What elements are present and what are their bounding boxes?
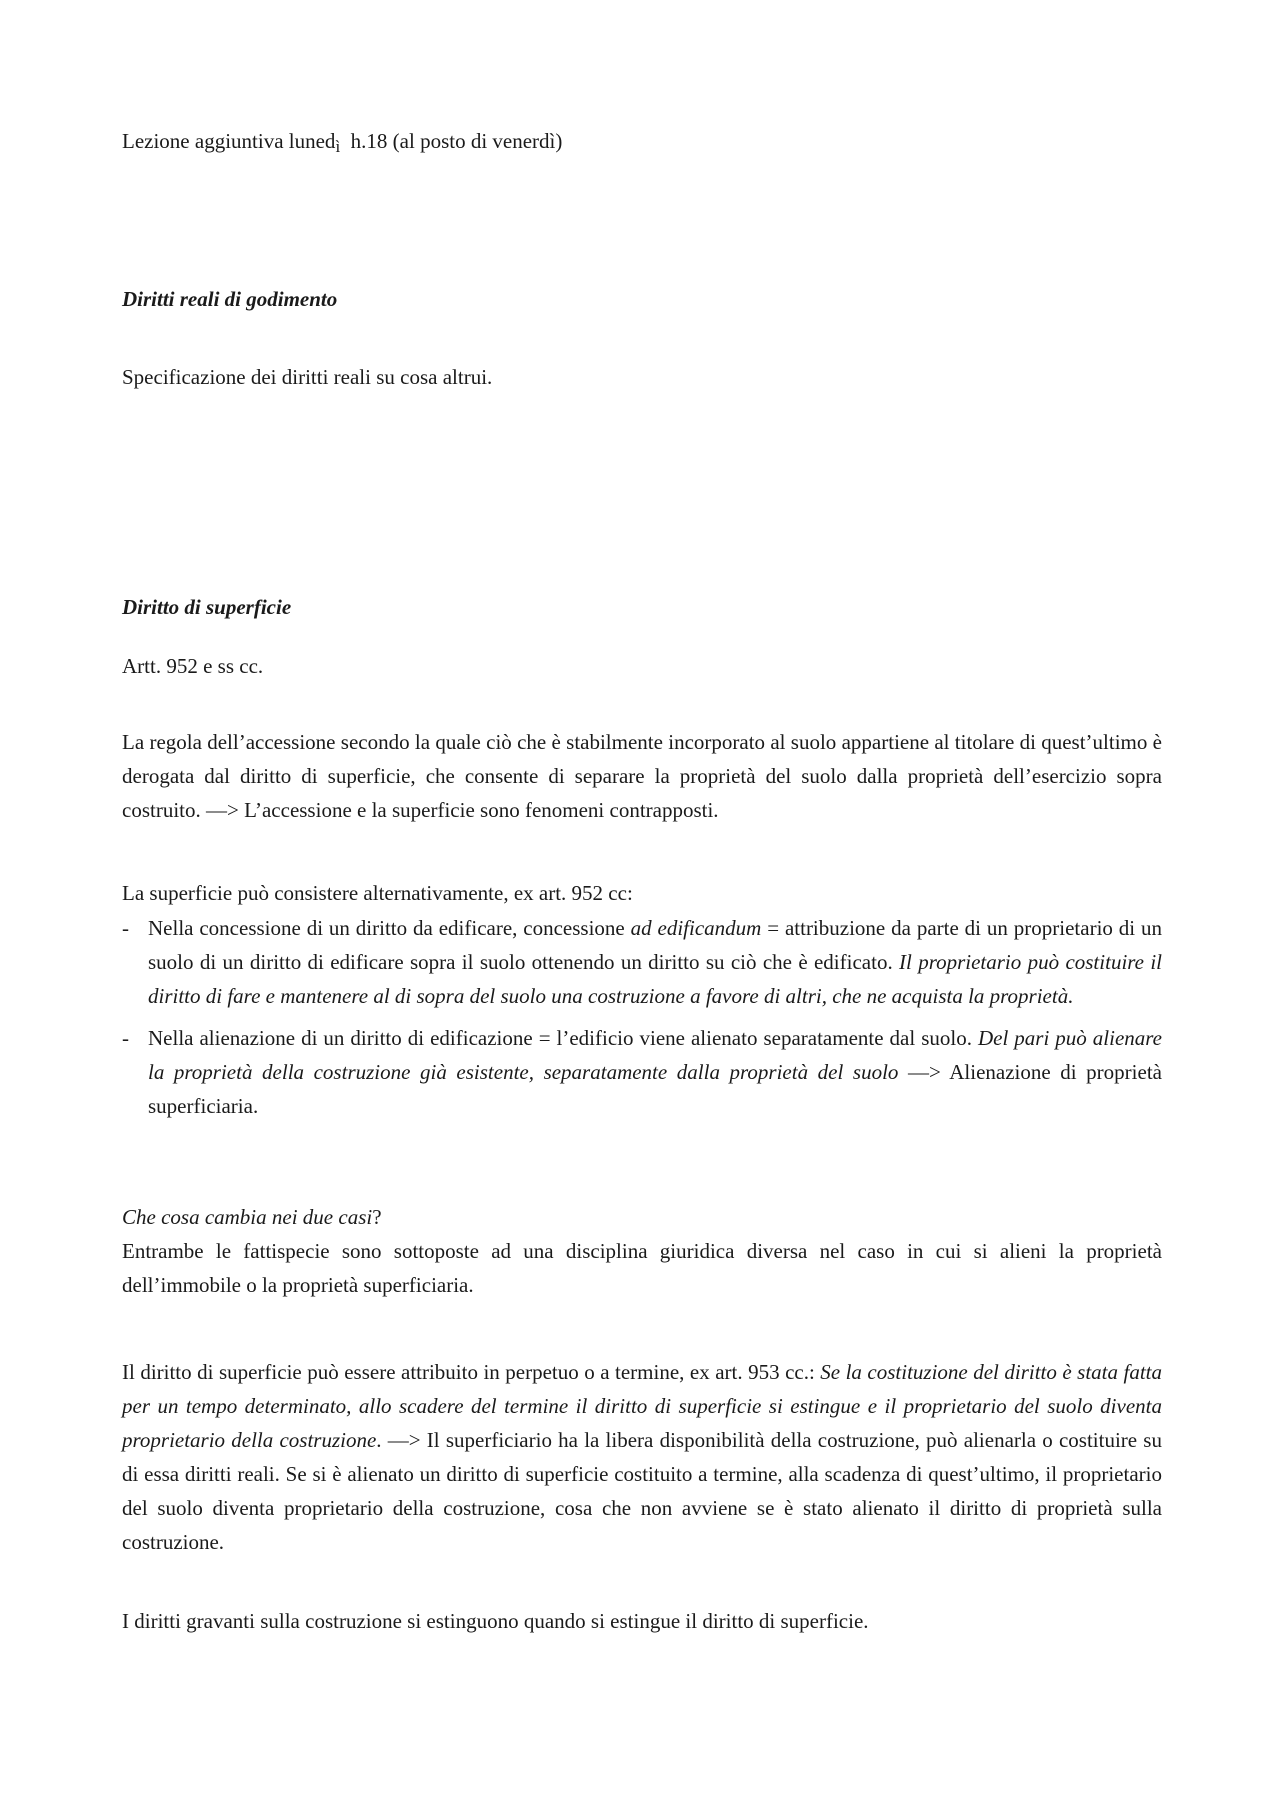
paragraph-diritti-gravanti: I diritti gravanti sulla costruzione si estinguono quando si estingue il diritto di superficie. [122,1609,869,1633]
superficie-list [122,911,1162,1123]
notice-prefix: Lezione aggiuntiva luned [122,129,336,153]
lesson-notice [122,124,1162,160]
para-text-italic: Se la costituzione del diritto è stata fatta per un tempo determinato, allo scadere del termine il diritto di superficie si estingue e il proprietario del suolo diventa proprietario della costruzione [122,1360,1163,1452]
paragraph-perpetuo-termine [122,1355,1162,1559]
answer-paragraph: Entrambe le fattispecie sono sottoposte ad una disciplina giuridica diversa nel caso in cui si alieni la proprietà dell’immobile o la proprietà superficiaria. [122,1239,1162,1297]
list-text-italic: ad edificandum [630,916,762,940]
question-mark: ? [372,1205,382,1229]
notice-suffix: h.18 (al posto di venerdì) [350,129,563,153]
intro-paragraph: Specificazione dei diritti reali su cosa altrui. [122,365,493,389]
question-text: Che cosa cambia nei due casi [122,1205,373,1229]
para-text: . —> Il superficiario ha la libera disponibilità della costruzione, può alienarla o costituire su di essa diritti reali. Se si è alienato un diritto di superficie costituito a termine, alla scadenza di quest’ultimo, il proprietario del suolo diventa proprietario della costruzione, cosa che non avviene se è stato alienato il diritto di proprietà sulla costruzione. [122,1428,1162,1554]
list-text: Nella concessione di un diritto da edificare, concessione [148,916,631,940]
para-text: Il diritto di superficie può essere attribuito in perpetuo o a termine, ex art. 953 cc.: [122,1360,821,1384]
notice-subscript-char: ì [335,137,341,156]
list-item [122,911,1162,1013]
list-text-italic: Del pari può alienare la proprietà della costruzione già esistente, separatamente dalla proprietà del suolo [148,1026,1163,1084]
paragraph-accessione: La regola dell’accessione secondo la quale ciò che è stabilmente incorporato al suolo appartiene al titolare di quest’ultimo è derogata dal diritto di superficie, che consente di separare la proprietà del suolo dalla proprietà dell’esercizio sopra costruito. —> L’accessione e la superficie sono fenomeni contrapposti. [122,730,1162,822]
paragraph-superficie-intro: La superficie può consistere alternativamente, ex art. 952 cc: [122,881,633,905]
question-line [122,1200,1162,1234]
article-reference: Artt. 952 e ss cc. [122,654,264,678]
list-text-italic: Il proprietario può costituire il diritto di fare e mantenere al di sopra del suolo una costruzione a favore di altri, che ne acquista la proprietà. [148,950,1162,1008]
list-dash: - [122,916,129,940]
list-item [122,1021,1162,1123]
heading-diritto-superficie: Diritto di superficie [122,595,292,619]
heading-diritti-reali: Diritti reali di godimento [122,287,338,311]
list-text: Nella alienazione di un diritto di edificazione = l’edificio viene alienato separatamente dal suolo. [148,1026,978,1050]
list-text: —> Alienazione di proprietà superficiaria. [148,1060,1162,1118]
list-dash: - [122,1026,129,1050]
list-text: = attribuzione da parte di un proprietario di un suolo di un diritto di edificare sopra il suolo ottenendo un diritto su ciò che è edificato. [148,916,1163,974]
